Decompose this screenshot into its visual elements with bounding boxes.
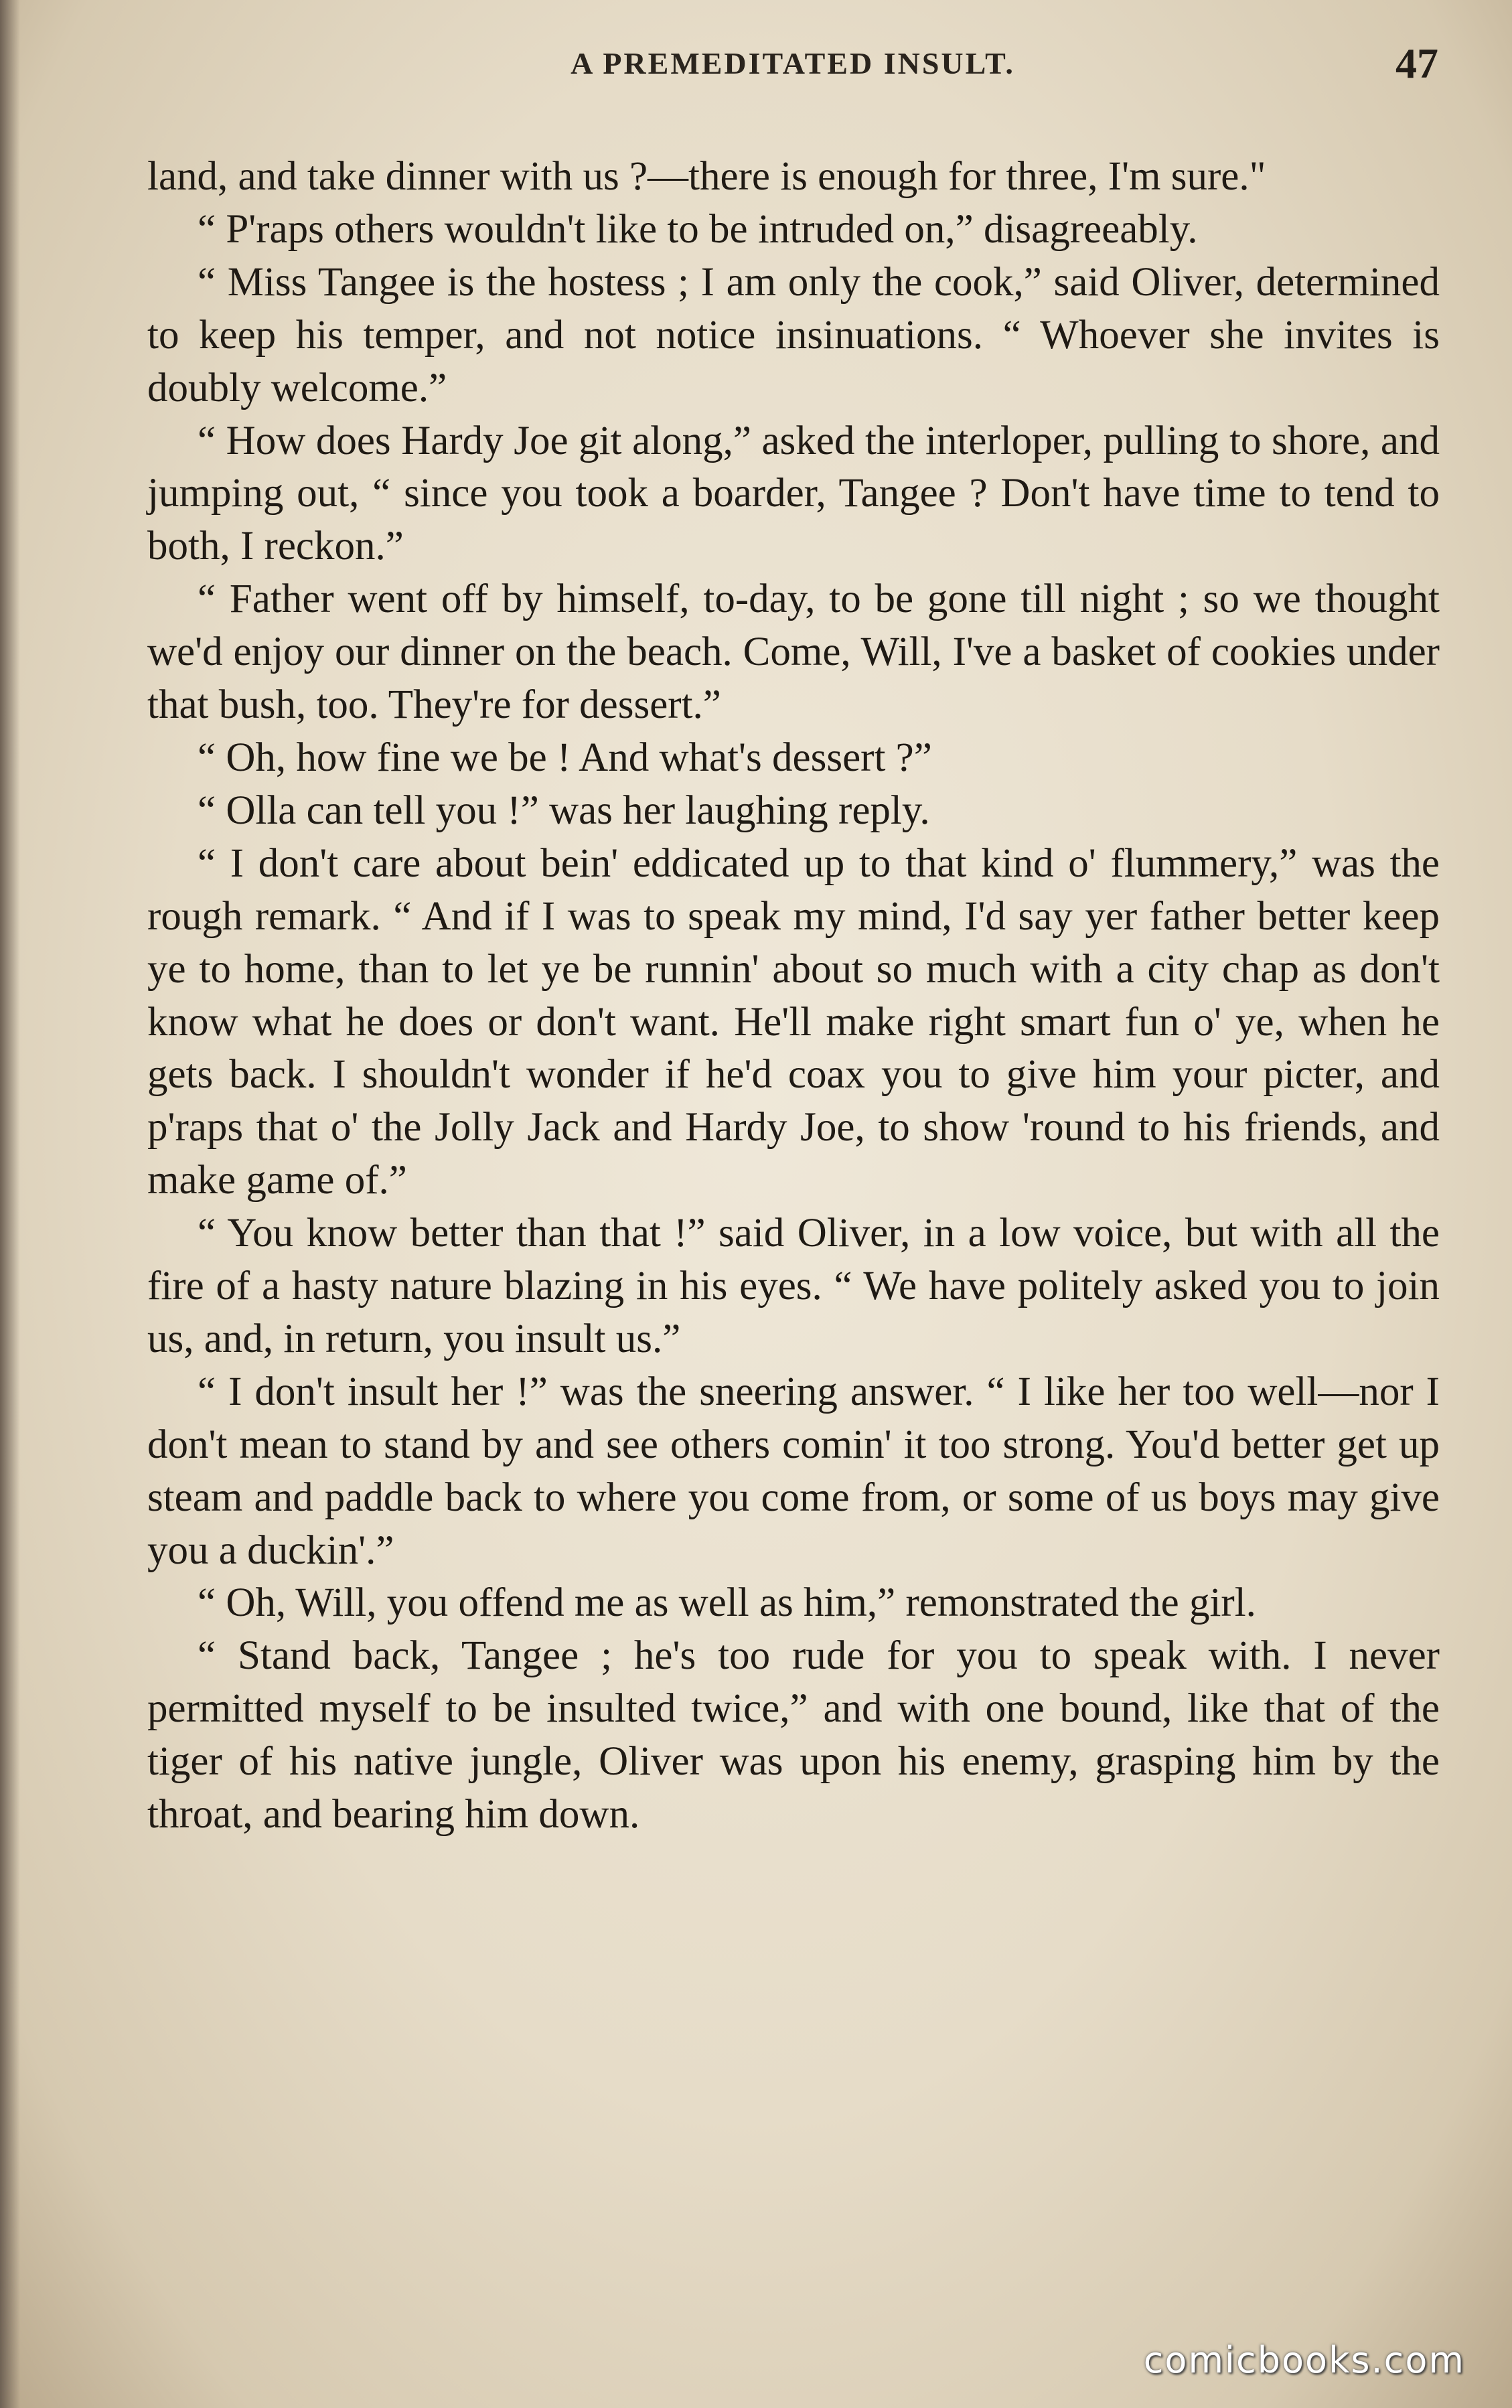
paragraph: “ I don't care about bein' eddicated up to that kind o' flummery,” was the rough remark. “ And if I was to speak my mind, I'd say yer father better keep ye to home, than to let ye be runnin' about so much with a city chap as don't know what he does or don't want. He'll make right smart fun o' ye, when he gets back. I shouldn't wonder if he'd coax you to give him your picter, and p'raps that o' the Jolly Jack and Hardy Joe, to show 'round to his friends, and make game of.” (147, 840, 1440, 1203)
paragraph: “ Oh, how fine we be ! And what's dessert ?” (198, 735, 932, 780)
paragraph: “ Olla can tell you !” was her laughing reply. (198, 787, 930, 833)
paragraph: “ Miss Tangee is the hostess ; I am only the cook,” said Oliver, determined to keep his temper, and not notice insinuations. “ Whoever she invites is doubly welcome.” (147, 259, 1440, 410)
paragraph: “ Stand back, Tangee ; he's too rude for you to speak with. I never permitted myself to be insulted twice,” and with one bound, like that of the tiger of his native jungle, Oliver was upon his enemy, grasping him by the throat, and bearing him down. (147, 1633, 1440, 1837)
paragraph: “ How does Hardy Joe git along,” asked the interloper, pulling to shore, and jumping out, “ since you took a boarder, Tangee ? Don't have time to tend to both, I reckon.” (147, 418, 1440, 569)
paragraph: “ Oh, Will, you offend me as well as him,” remonstrated the girl. (198, 1580, 1256, 1626)
paragraph: “ Father went off by himself, to-day, to be gone till night ; so we thought we'd enjoy our dinner on the beach. Come, Will, I've a basket of cookies under that bush, too. They're for dessert.” (147, 577, 1440, 728)
paragraph: land, and take dinner with us ?—there is enough for three, I'm sure." (147, 154, 1266, 199)
paragraph: “ I don't insult her !” was the sneering answer. “ I like her too well—nor I don't mean to stand by and see others comin' it too strong. You'd better get up steam and paddle back to where you come from, or some of us boys may give you a duckin'.” (147, 1369, 1440, 1573)
page-number: 47 (1395, 40, 1438, 87)
paragraph: “ P'raps others wouldn't like to be intruded on,” disagreeably. (198, 206, 1198, 252)
running-title: A PREMEDITATED INSULT. (571, 46, 1015, 80)
paragraph: “ You know better than that !” said Oliver, in a low voice, but with all the fire of a hasty nature blazing in his eyes. “ We have politely asked you to join us, and, in return, you insult us.” (147, 1211, 1440, 1361)
body-text (147, 151, 1440, 1841)
page-header (147, 39, 1438, 92)
watermark: comicbooks.com (1143, 2339, 1465, 2381)
